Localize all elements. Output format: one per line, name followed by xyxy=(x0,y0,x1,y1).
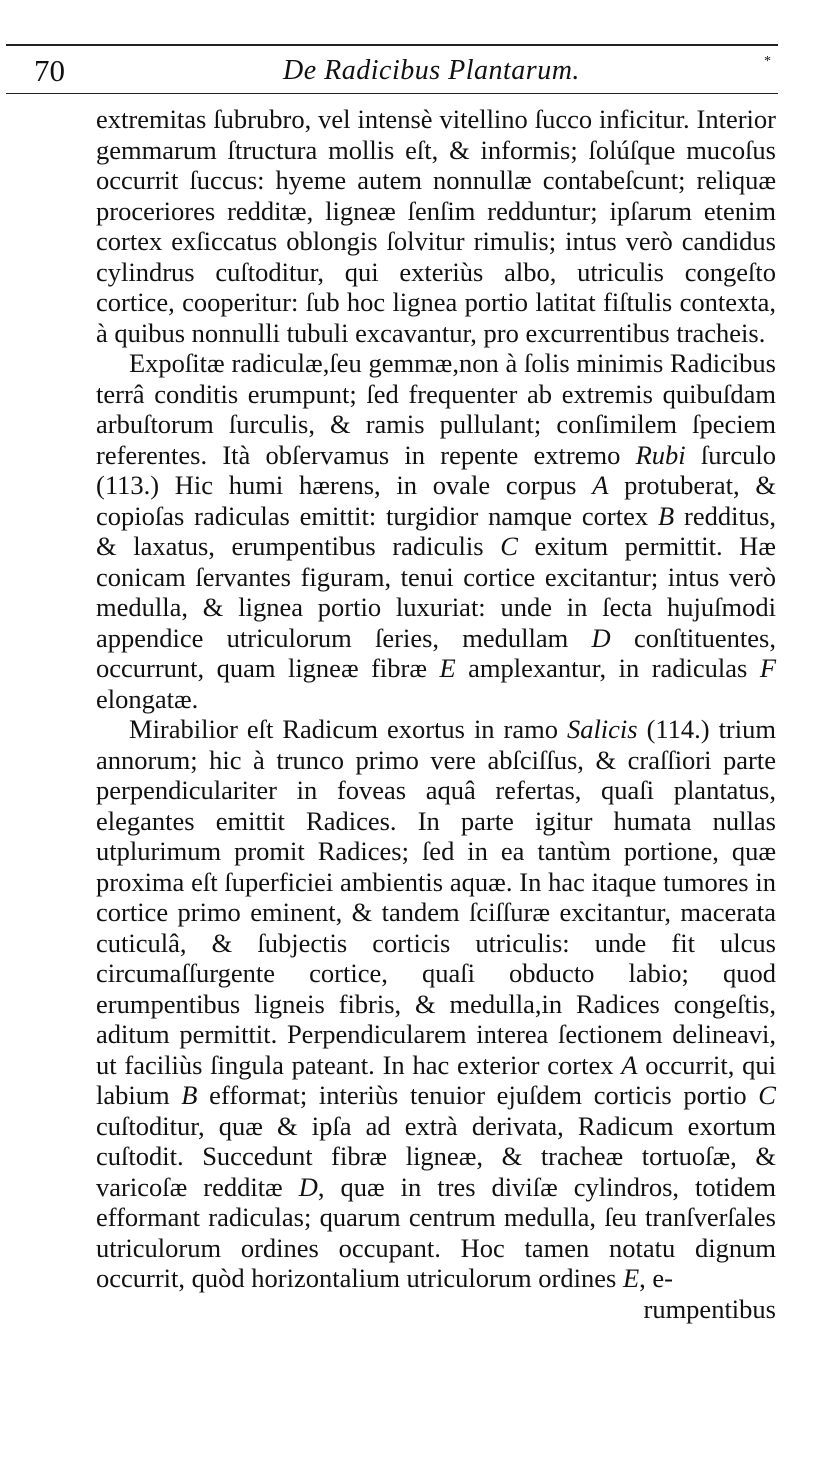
header-bottom-rule xyxy=(6,93,778,94)
text-run: extremitas ſubrubro, vel intensè vitellino ſucco inficitur. Interior gemmarum ſtructura mollis eſt, & informis; ſolúſque mucoſus occurrit ſuccus: hyeme autem nonnullæ contabeſcunt; reliquæ proceriores redditæ, ligneæ ſenſim redduntur; ipſarum etenim cortex exſiccatus oblongis ſolvitur rimulis; intus verò candidus cylindrus cuſtoditur, qui exteriùs albo, utriculis congeſto cortice, cooperitur: ſub hoc lignea portio latitat fiſtulis contexta, à quibus nonnulli tubuli excavantur, pro excurrentibus tracheis. xyxy=(96,104,776,348)
header-mark: * xyxy=(764,54,771,69)
text-run: conſtituentes, occurrunt, quam ligneæ fibræ xyxy=(96,622,776,683)
italic-run: A xyxy=(621,1049,638,1080)
catchword: rumpentibus xyxy=(643,1293,776,1324)
paragraph xyxy=(96,714,776,1294)
text-run: , quæ in tres diviſæ cylindros, totidem efformant radiculas; quarum centrum medulla, ſeu tranſverſales utriculorum ordines occupant. Hoc tamen notatu dignum occurrit, quòd horizontalium utriculorum ordines xyxy=(96,1171,776,1293)
text-run: ſurculo (113.) Hic humi hærens, in ovale corpus xyxy=(96,439,776,500)
page-number: 70 xyxy=(34,53,65,88)
text-run: cuſtoditur, quæ & ipſa ad extrà derivata, Radicum exortum cuſtodit. Succedunt fibræ ligneæ, & tracheæ tortuoſæ, & varicoſæ redditæ xyxy=(96,1110,776,1202)
italic-run: Salicis xyxy=(566,714,638,744)
italic-run: B xyxy=(181,1080,198,1110)
body-text xyxy=(96,104,776,1324)
italic-run: Rubi xyxy=(635,439,686,470)
italic-run: B xyxy=(657,500,675,531)
italic-run: E xyxy=(439,653,456,683)
text-run: exitum permittit. Hæ conicam ſervantes figuram, tenui cortice excitantur; intus verò medulla, & lignea portio luxuriat: unde in ſecta hujuſmodi appendice utriculorum ſeries, medullam xyxy=(96,531,776,653)
italic-run: E xyxy=(622,1263,640,1293)
text-run: elongatæ. xyxy=(96,683,199,714)
text-run: (114.) trium annorum; hic à trunco primo vere abſciſſus, & craſſiori parte perpendiculariter in foveas aquâ refertas, quaſi plantatus, elegantes emittit Radices. In parte igitur humata nullas utplurimum promit Radices; ſed in ea tantùm portione, quæ proxima eſt ſuperficiei ambientis aquæ. In hac itaque tumores in cortice primo eminent, & tandem ſciſſuræ excitantur, macerata cuticulâ, & ſubjectis corticis utriculis: unde fit ulcus circumaſſurgente cortice, quaſi obducto labio; quod erumpentibus ligneis fibris, & medulla,in Radices congeſtis, aditum permittit. Perpendicularem interea ſectionem delineavi, ut faciliùs ſingula pateant. In hac exterior cortex xyxy=(96,714,776,1080)
paragraph xyxy=(96,348,776,714)
italic-run: F xyxy=(759,653,776,683)
paragraph xyxy=(96,104,776,348)
italic-run: A xyxy=(592,470,609,500)
text-run: Expoſitæ radiculæ,ſeu gemmæ,non à ſolis minimis Radicibus terrâ conditis erumpunt; ſed frequenter ab extremis quibuſdam arbuſtorum ſurculis, & ramis pullulant; conſimilem ſpeciem referentes. Ità obſervamus in repente extremo xyxy=(96,348,776,470)
running-title: De Radicibus Plantarum. xyxy=(283,55,580,86)
text-run: , e- xyxy=(639,1263,673,1293)
italic-run: C xyxy=(500,531,518,561)
text-run: redditus, & laxatus, erumpentibus radiculis xyxy=(96,500,777,561)
header-top-rule xyxy=(6,44,778,46)
text-run: Mirabilior eſt Radicum exortus in ramo xyxy=(129,714,567,744)
italic-run: C xyxy=(758,1080,776,1110)
italic-run: D xyxy=(591,622,611,653)
text-run: protuberat, & copioſas radiculas emittit: turgidior namque cortex xyxy=(96,470,776,531)
text-run: amplexantur, in radiculas xyxy=(455,653,760,683)
italic-run: D xyxy=(298,1171,318,1202)
text-run: efformat; interiùs tenuior ejuſdem corticis portio xyxy=(197,1080,759,1110)
text-run: occurrit, qui labium xyxy=(96,1049,776,1110)
